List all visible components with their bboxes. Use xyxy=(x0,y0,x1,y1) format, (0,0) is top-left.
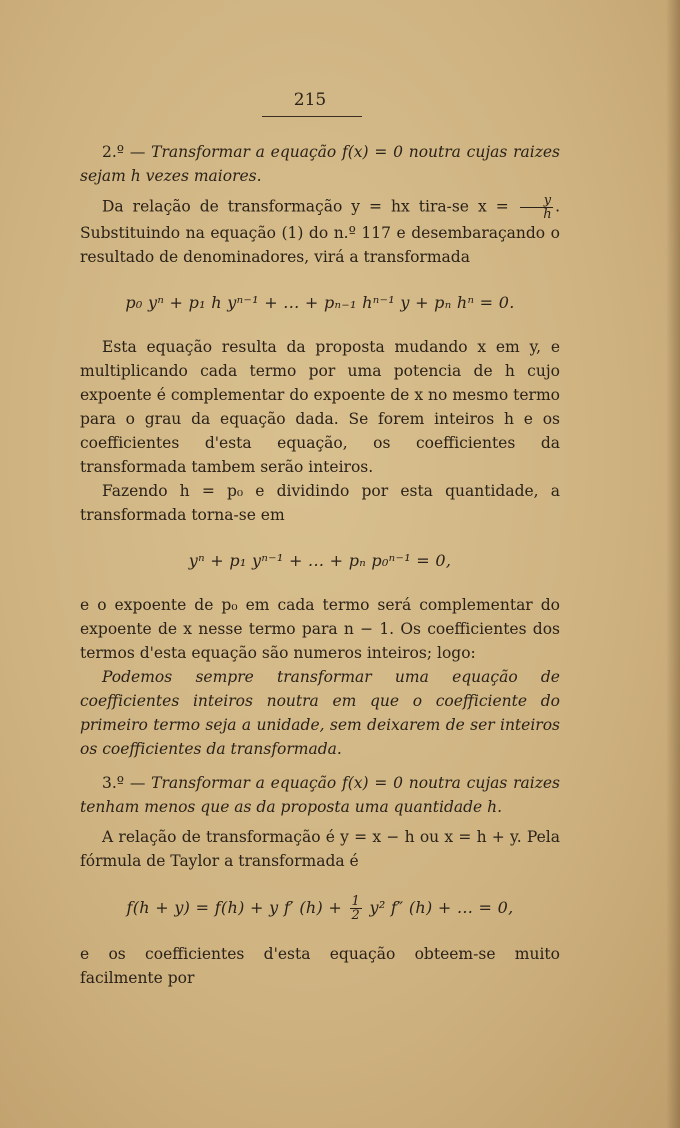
fraction-numerator: y xyxy=(520,194,553,208)
section-2-paragraph-1 xyxy=(80,194,560,269)
section-2-paragraph-2: Esta equação resulta da proposta mudando x em y, e multiplicando cada termo por uma potencia de h cujo expoente é complementar do expoente de x no mesmo termo para o grau da equação dada. Se forem inteiros h e os coefficientes d'esta equação, os coefficientes da transformada tambem serão inteiros. xyxy=(80,338,560,476)
page-number: 215 xyxy=(293,90,327,110)
page-edge-shadow xyxy=(666,0,680,1128)
paragraph-text: Da relação de transformação y = hx tira-se x = xyxy=(102,197,518,216)
fraction-one-half xyxy=(350,895,363,922)
fraction-denominator: 2 xyxy=(351,908,361,923)
section-3-title: Transformar a equação f(x) = 0 noutra cujas raizes tenham menos que as da proposta uma quantidade h. xyxy=(80,774,560,816)
page-body xyxy=(80,140,560,990)
formula-taylor xyxy=(80,895,560,922)
section-3-paragraph-1: A relação de transformação é y = x − h ou x = h + y. Pela fórmula de Taylor a transformada é xyxy=(80,828,560,870)
section-2-heading xyxy=(80,140,560,188)
section-2-theorem: Podemos sempre transformar uma equação de coefficientes inteiros noutra em que o coefficiente do primeiro termo seja a unidade, sem deixarem de ser inteiros os coefficientes da transformada. xyxy=(80,668,560,758)
section-2-number: 2.º — xyxy=(102,143,152,161)
formula-part: f(h + y) = f(h) + y f′ (h) + xyxy=(126,898,348,917)
section-3-paragraph-2: e os coefficientes d'esta equação obteem-se muito facilmente por xyxy=(80,945,560,987)
header-rule xyxy=(262,116,362,117)
section-2-paragraph-3: Fazendo h = p₀ e dividindo por esta quantidade, a transformada torna-se em xyxy=(80,482,560,524)
section-3-heading xyxy=(80,771,560,819)
fraction-y-over-h xyxy=(520,194,553,221)
section-3-number: 3.º — xyxy=(102,774,152,792)
section-2-paragraph-4: e o expoente de p₀ em cada termo será complementar do expoente de x nesse termo para n − 1. Os coefficientes dos termos d'esta equação são numeros inteiros; logo: xyxy=(80,596,560,662)
paragraph-text: . Substituindo na equação (1) do n.º 117 e desembaraçando o resultado de denominadores, virá a transformada xyxy=(80,197,560,266)
formula-transformed-equation: p₀ yⁿ + p₁ h yⁿ⁻¹ + ... + pₙ₋₁ hⁿ⁻¹ y + pₙ hⁿ = 0. xyxy=(125,293,515,312)
formula-part: y² f″ (h) + ... = 0, xyxy=(364,898,514,917)
formula-normalized-equation: yⁿ + p₁ yⁿ⁻¹ + ... + pₙ p₀ⁿ⁻¹ = 0, xyxy=(188,551,452,570)
fraction-numerator: 1 xyxy=(351,894,361,909)
section-2-title: Transformar a equação f(x) = 0 noutra cujas raizes sejam h vezes maiores. xyxy=(80,143,560,185)
fraction-denominator: h xyxy=(543,207,552,222)
